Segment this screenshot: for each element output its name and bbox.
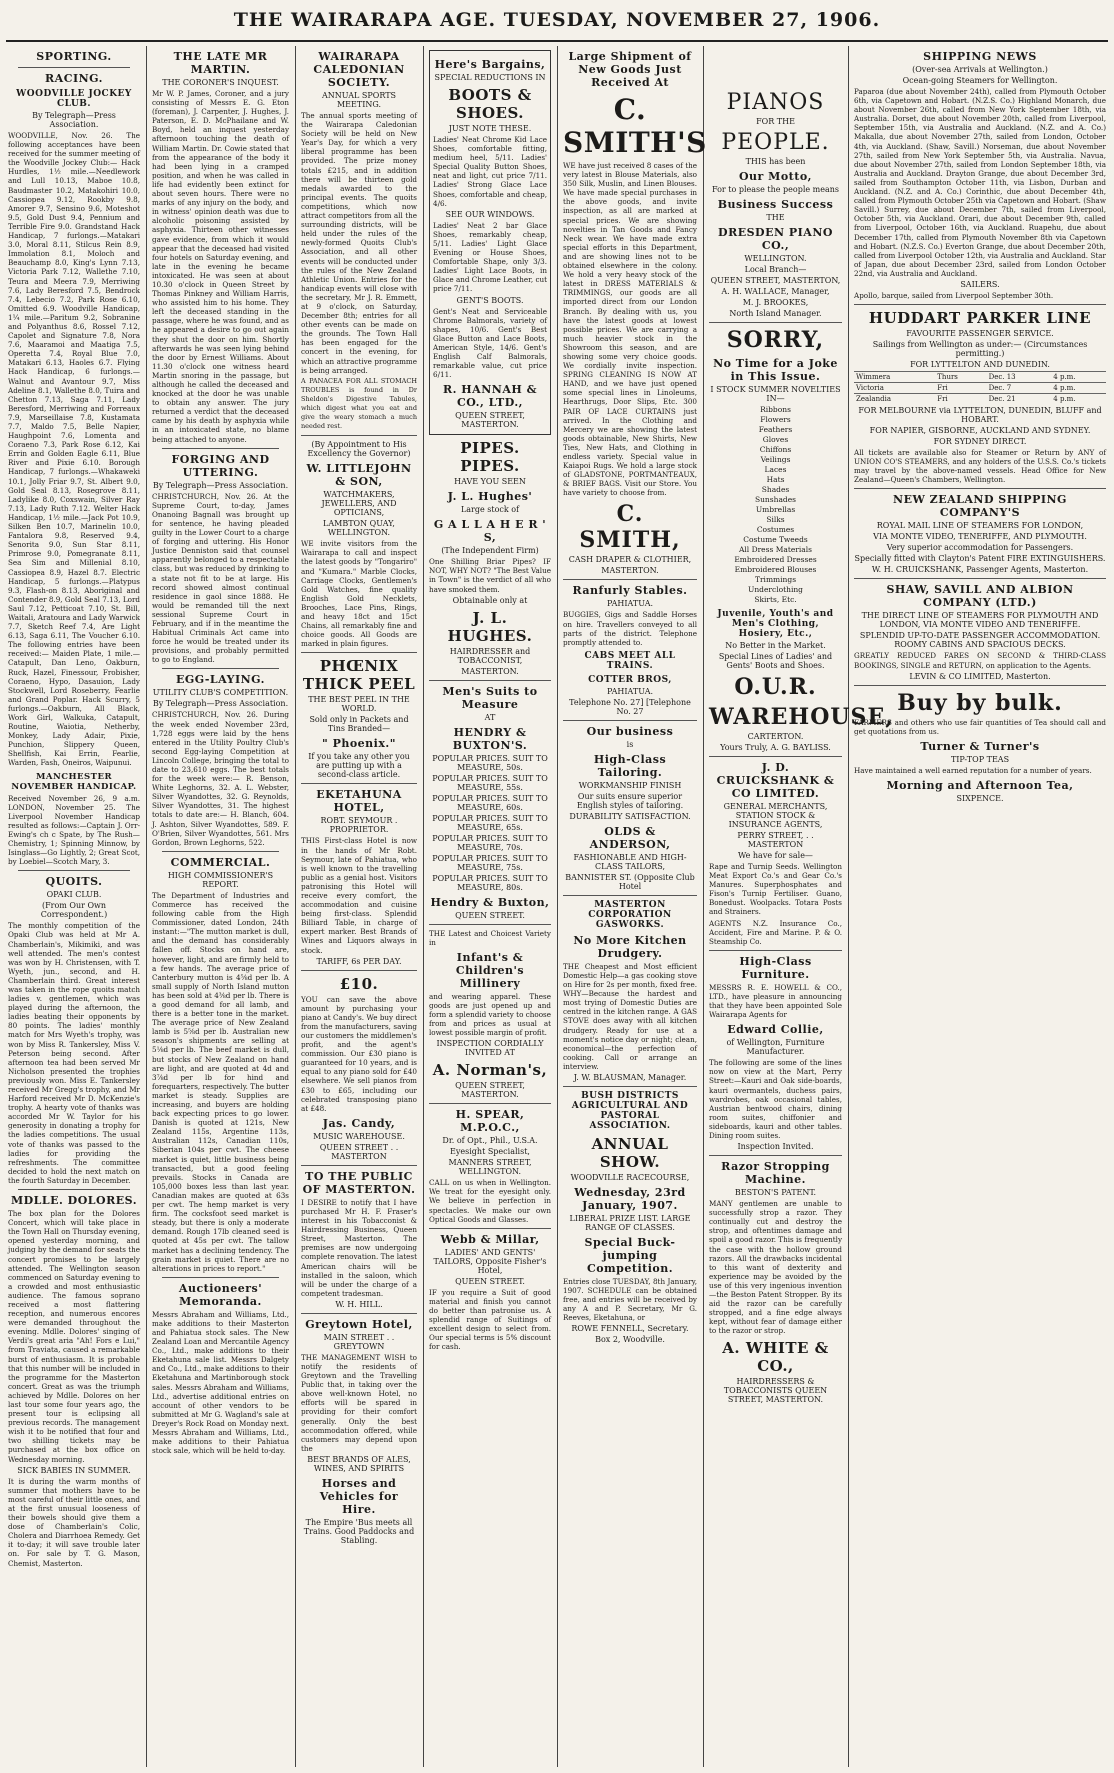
ad-text: LIBERAL PRIZE LIST. LARGE RANGE OF CLASSES. bbox=[569, 1213, 691, 1232]
ad-heading: BOOTS & SHOES. bbox=[448, 86, 532, 122]
ad-heading: Turner & Turner's bbox=[920, 739, 1040, 753]
table-cell: Wimmera bbox=[854, 372, 935, 383]
ad-body: WE have just received 8 cases of the very latest in Blouse Materials, also 350 Silk, Muslin, and Linen Blouses. We have made special purchases in the above goods, and invite inspection, as all are marked at special prices. We are showing novelties in Tan Goods and Fancy Neck wear. We have made extra special efforts in this Department, and are showing lines not to be obtained elsewhere in the colony. We hold a very heavy stock of the latest in DRESS MATERIALS & TRIMMINGS, our goods are all imported direct from our London Branch. By dealing with us, you have the latest goods at lowest possible prices. We are carrying a much heavier stock in the Showroom this season, and are showing some very choice goods. We cordially invite inspection. SPRING CLEANING IS NOW AT HAND, and we have just opened some special lines in Linoleums, Hearthrugs, Door Slips, Etc. 300 PAIR OF LACE CURTAINS just arrived. In the Clothing and Mercery we are showing the latest goods obtainable, New Shirts, New Ties, New Hats, and Clothing in endless variety. Special value in Kaiapoi Rugs. We hold a large stock of GLADSTONE, PORTMANTEAUX, & BRIEF BAGS. Visit our Store. You have variety to choose from. bbox=[563, 161, 697, 498]
novelty-item: Hats bbox=[766, 475, 785, 484]
ad-heading: Greytown Hotel, bbox=[305, 1317, 413, 1331]
ad-body: and wearing apparel. These goods are just opened up and form a splendid variety to choose from and prices as usual at lowest possible margin of profit. bbox=[429, 991, 551, 1038]
byline: By Telegraph—Press Association. bbox=[32, 111, 116, 129]
ad-subheading: SPECIAL REDUCTIONS IN bbox=[434, 73, 546, 82]
article-heading: WOODVILLE JOCKEY CLUB. bbox=[16, 89, 132, 109]
ad-heading: C. SMITH, bbox=[579, 501, 681, 554]
ad-heading: No More Kitchen Drudgery. bbox=[573, 933, 687, 960]
article-body: Paparoa (due about November 24th), called from Plymouth October 6th, via Capetown and Hobart. (N.Z.S. Co.) Highland Monarch, due about November 26th, called from New York September 18th, via Australia. Dorset, due about November 20th, called from Liverpool, September 15th, via Australia and Auckland. (N.Z. and A. Co.) Makalla, due about November 27th, sailed from London, October 4th, via Auckland. (Shaw, Savill.) Norseman, due about November 27th, sailed from New York September 5th, via Australia. Navua, due about November 27th, sailed from London September 18th, via Australia and Auckland. Drayton Grange, due about December 3rd, sailed from Southampton October 11th, via Lisbon, Durban and Auckland. (N.Z. and A. Co.) Corinthic, due about December 4th, called from Plymouth October 25th via Capetown and Hobart. (Shaw Savill.) Surrey, due about December 7th, sailed from Liverpool, October 5th, via Auckland. Orari, due about December 9th, called from Liverpool, October 16th, via Auckland. Ruapehu, due about December 17th, called from Plymouth November 8th via Capetown and Hobart. (N.Z.S. Co.) Everton Grange, due about December 20th, called from Liverpool October 12th, via Australia and Auckland. Star of Japan, due about December 23rd, sailed from London October 22nd, via Australia and Auckland. bbox=[854, 87, 1106, 278]
ad-text: HAVE YOU SEEN bbox=[454, 477, 526, 487]
ad-text: DURABILITY SATISFACTION. bbox=[569, 811, 691, 821]
article-body: Received November 26, 9 a.m. LONDON, November 25. The Liverpool November Handicap resulted as follows:—Captain J. Orr-Ewing's ch c Spate, by The Rush—Chemistry, 1; Spinning Minnow, by Isinglass—Go Lightly, 2; Great Scot, by Loebiel—Scotch Mary, 3. bbox=[8, 793, 140, 867]
byline: By Telegraph—Press Association. bbox=[152, 699, 289, 709]
novelty-item: Chiffons bbox=[759, 445, 792, 454]
ad-heading: High-Class Furniture. bbox=[739, 954, 812, 981]
section-heading: MDLLE. DOLORES. bbox=[10, 1194, 138, 1208]
byline: By Telegraph—Press Association. bbox=[152, 480, 289, 490]
ad-heading: J. L. Hughes' bbox=[447, 490, 533, 504]
masthead: THE WAIRARAPA AGE. TUESDAY, NOVEMBER 27, 1906. bbox=[233, 9, 881, 31]
ad-heading: Hendry & Buxton, bbox=[430, 895, 550, 909]
novelty-item: Underclothing bbox=[748, 585, 803, 594]
ad-body: All tickets are available also for Steamer or Return by ANY of UNION CO'S STEAMERS, and any holders of the U.S.S. Co.'s tickets may travel by the above-named vessels. Head Office for New Zealand—Queen's Chambers, Wellington. bbox=[854, 448, 1106, 485]
novelty-item: Shades bbox=[761, 485, 790, 494]
ad-text: SPLENDID UP-TO-DATE PASSENGER ACCOMMODATION. ROOMY CABINS AND SPACIOUS DECKS. bbox=[859, 631, 1101, 650]
ad-signature: ROWE FENNELL, Secretary. bbox=[571, 1324, 689, 1334]
ad-heading: Wednesday, 23rd January, 1907. bbox=[574, 1185, 686, 1212]
ad-heading: PIANOS bbox=[726, 90, 825, 115]
ad-text: Very superior accommodation for Passengers. bbox=[886, 543, 1074, 553]
route-heading: FOR SYDNEY DIRECT. bbox=[933, 437, 1027, 447]
table-row bbox=[854, 383, 1106, 394]
article-body: It is during the warm months of summer that mothers have to be most careful of their little ones, and at the first unusual looseness of their bowels should give them a dose of Chamberlain's Colic, Cholera and Diarrhoea Remedy. Get it to-day; it will save trouble later on. For sale by T. G. Mason, Chemist, Masterton. bbox=[8, 1476, 140, 1568]
ad-heading: COTTER BROS, bbox=[588, 674, 672, 685]
article-body: A PANACEA FOR ALL STOMACH TROUBLES is found in Dr Sheldon's Digestive Tabules, which digest what you eat and give the weary stomach a much needed rest. bbox=[301, 376, 417, 431]
ad-heading: SORRY, bbox=[726, 327, 825, 353]
table-cell: Dec. 7 bbox=[987, 383, 1052, 394]
ad-body: GREATLY REDUCED FARES ON SECOND & THIRD-CLASS BOOKINGS, SINGLE and RETURN, on application to the Agents. bbox=[854, 651, 1106, 670]
table-row bbox=[854, 394, 1106, 405]
ad-text: THIS has been bbox=[745, 157, 806, 166]
ad-text: Telephone No. 27] [Telephone No. 27 bbox=[569, 697, 691, 716]
ad-text: SEE OUR WINDOWS. bbox=[445, 209, 535, 219]
ad-text: Sold only in Packets and Tins Branded— bbox=[309, 715, 409, 734]
ad-subheading: CASH DRAPER & CLOTHIER, bbox=[568, 555, 692, 565]
ad-subheading: TIP-TOP TEAS bbox=[950, 754, 1010, 764]
section-heading: EGG-LAYING. bbox=[175, 673, 266, 687]
ad-text: If you take any other you are putting up with a second-class article. bbox=[308, 752, 410, 780]
ad-heading: HUDDART PARKER LINE bbox=[868, 309, 1092, 328]
ad-text: (The Independent Firm) bbox=[441, 546, 539, 556]
ad-text: No Better in the Market. bbox=[725, 641, 826, 650]
price-line: POPULAR PRICES. SUIT TO MEASURE, 65s. bbox=[432, 813, 548, 832]
ad-heading: £10. bbox=[339, 974, 379, 993]
ad-heading: MASTERTON CORPORATION GASWORKS. bbox=[588, 899, 672, 930]
column-ads-2 bbox=[559, 46, 707, 1767]
ad-heading: G A L L A H E R ' S, bbox=[433, 518, 547, 545]
ad-heading: J. D. CRUICKSHANK & CO LIMITED. bbox=[716, 761, 835, 800]
novelty-item: Flowers bbox=[760, 415, 791, 424]
column-divider bbox=[423, 46, 424, 1767]
subheading: Ocean-going Steamers for Wellington. bbox=[902, 76, 1058, 85]
article-body: CHRISTCHURCH, Nov. 26. At the Supreme Court, to-day, James Onanoing Bagnall was brought up for sentence, he having pleaded guilty in the Lower Court to a charge of forging and uttering. His Honor Justice Denniston said that counsel apparently belonged to a respectable class, but was reduced by drinking to a state not fit to be at large. His record showed almost continual residence in gaol since 1888. He would be remanded till the next sessional Supreme Court in February, and if in the meantime the Habitual Criminals Act came into force he would be treated under its provisions, and probably permitted to go to England. bbox=[152, 491, 289, 665]
ad-subheading: MUSIC WAREHOUSE. bbox=[313, 1131, 405, 1141]
ad-address: QUEEN STREET. bbox=[455, 910, 525, 920]
ad-subheading: Eyesight Specialist, bbox=[450, 1147, 530, 1157]
ad-heading: Jas. Candy, bbox=[322, 1116, 396, 1130]
novelty-item: Feathers bbox=[758, 425, 793, 434]
ad-text: Obtainable only at bbox=[452, 595, 528, 605]
masthead-rule bbox=[6, 40, 1108, 42]
ad-address: BANNISTER ST. (Opposite Club Hotel bbox=[565, 872, 695, 891]
ad-subheading: VIA MONTE VIDEO, TENERIFFE, AND PLYMOUTH. bbox=[873, 532, 1087, 542]
ad-heading: BUSH DISTRICTS AGRICULTURAL AND PASTORAL ASSOCIATION. bbox=[571, 1090, 689, 1131]
ad-heading: Our Motto, bbox=[738, 170, 813, 183]
ad-body: YOU can save the above amount by purchasing your piano at Candy's. We buy direct from the manufacturers, saving our customers the middlemen's profit, and the agent's commission. Our £30 piano is guaranteed for 10 years, and is equal to any piano sold for £40 elsewhere. We sell pianos from £30 to £65, including our celebrated transposing piano at £48. bbox=[301, 994, 417, 1113]
subheading: OPAKI CLUB. bbox=[46, 890, 102, 900]
novelty-item: Veilings bbox=[760, 455, 791, 464]
ad-text: FOR THE bbox=[756, 117, 795, 126]
ad-address: MANNERS STREET, WELLINGTON. bbox=[448, 1158, 532, 1177]
ad-body: FARMERS and others who use fair quantities of Tea should call and get quotations from us. bbox=[854, 717, 1106, 736]
ad-heading: TO THE PUBLIC OF MASTERTON. bbox=[302, 1169, 416, 1196]
subheading: SAILERS. bbox=[960, 279, 1000, 289]
ad-heading: Horses and Vehicles for Hire. bbox=[319, 1476, 399, 1516]
novelty-item: Costume Tweeds bbox=[743, 535, 808, 544]
route-heading: FOR LYTTELTON AND DUNEDIN. bbox=[910, 360, 1050, 370]
ad-text: We have for sale— bbox=[738, 851, 813, 860]
route-heading: FOR NAPIER, GISBORNE, AUCKLAND AND SYDNEY. bbox=[869, 426, 1091, 436]
ad-subheading: WOODVILLE RACECOURSE, bbox=[570, 1172, 690, 1182]
ad-heading: H. SPEAR, M.P.O.C., bbox=[455, 1108, 525, 1135]
ad-heading: SHAW, SAVILL AND ALBION COMPANY (LTD.) bbox=[886, 583, 1074, 610]
ad-body: Gent's Neat and Serviceable Chrome Balmorals, variety of shapes, 10/6. Gent's Best Glace Button and Lace Boots, American Style, 14/6. Gent's English Calf Balmorals, remarkable value, cut price 6/11. bbox=[433, 306, 547, 380]
ad-address: QUEEN STREET. bbox=[455, 1276, 525, 1286]
ad-heading: No Time for a Joke in This Issue. bbox=[713, 357, 838, 383]
ad-body: IF you require a Suit of good material and finish you cannot do better than patronise us. A splendid range of Suitings of excellent design to select from. Our special terms is 5% discount for cash. bbox=[429, 1287, 551, 1352]
ad-heading: Men's Suits to Measure bbox=[442, 684, 538, 711]
ad-address: QUEEN STREET, MASTERTON. bbox=[455, 1081, 525, 1100]
ad-body: Ladies' Neat 2 bar Glace Shoes, remarkably cheap, 5/11. Ladies' Light Glace Evening or House Shoes, Comfortable Shape, only 3/3. Ladies' Light Lace Boots, in Glace and Chrome Leather, cut price 7/11. bbox=[433, 220, 547, 294]
article-body: The monthly competition of the Opaki Club was held at Mr A. Chamberlain's, Mikimiki, and was well attended. The men's contest was won by H. Christensen, with T. Wyeth, jun., second, and H. Chamberlain third. Great interest was taken in the rope quoits match ladies v. gentlemen, which was played during the afternoon, the ladies beating their opponents by 80 points. The ladies' monthly match for Mrs Wyeth's trophy, was won by Miss R. Tankersley, Miss V. Peterson being second. After afternoon tea had been served Mr Nicholson presented the trophies previously won. Miss E. Tankersley received Mr Gregg's trophy, and Mr Harford received Mr D. McKenzie's trophy. A hearty vote of thanks was accorded Mr W. Taylor for his generosity in donating a trophy for the ladies competitions. The usual vote of thanks was passed to the ladies for providing the refreshments. The committee decided to hold the next match on the fourth Saturday in December. bbox=[8, 921, 140, 1185]
section-heading: COMMERCIAL. bbox=[170, 855, 271, 869]
ad-subheading: of Wellington, Furniture Manufacturer. bbox=[726, 1038, 825, 1057]
table-cell: Dec. 13 bbox=[987, 372, 1052, 383]
ad-text: I STOCK SUMMER NOVELTIES IN— bbox=[710, 385, 841, 403]
sailing-table bbox=[854, 371, 1106, 404]
ad-text: Large stock of bbox=[460, 505, 520, 515]
ad-body: Ladies' Neat Chrome Kid Lace Shoes, comfortable fitting, medium heel, 5/11. Ladies' Special Quality Button Shoes, neat and light, cut price 7/11. Ladies' Strong Glace Lace Shoes, comfortable and cheap, 4/6. bbox=[433, 135, 547, 208]
ad-text: Local Branch— bbox=[744, 265, 807, 274]
table-cell: Thurs bbox=[935, 372, 986, 383]
price-line: POPULAR PRICES. SUIT TO MEASURE, 60s. bbox=[432, 793, 548, 812]
ad-heading: Ranfurly Stables. bbox=[572, 584, 688, 598]
article-body: WOODVILLE, Nov. 26. The following acceptances have been received for the summer meeting of the Woodville Jockey Club:— Hack Hurdles, 1½ mile.—Needlework and Lull 10.13, Maboe 10.8, Baudmaster 10.2, Matakohiri 10.0, Cassiopea 9.12, Rookby 9.8, Amorer 9.7, Sensino 9.6, Moteshot 9.5, Gold Dust 9.4, Pennium and Terrible Fire 9.0. Grandstand Hack Handicap, 7 furlongs.—Matakari 3.0, Moral 8.11, Stilcus Rein 8.9, Immolation 8.1, Moloch and Beauchamp 8.0, King's Lynn 7.13, Victoria Park 7.12, Wallethe 7.10, Teura and Meera 7.9, Merriwing 7.6, Lady Beresford 7.5, Bendrock 7.4, Lebecio 7.2, Park Rose 6.10, Omitted 6.9. Woodville Handicap, 1¼ mile.—Paritum 9.2, Sobranine and Polyanthus 8.6, Rossel 7.12, Capolet and Signature 7.8, Nora 7.6, Maaramoi and Maatiga 7.5, Operetta 7.4, Royal Blue 7.0, Matakari 6.13, Haoles 6.7. Flying Hack Handicap, 6 furlongs.—Walnut and Avantour 9.7, Miss Adeline 8.1, Wallethe 8.0, Tuira and Chetton 7.13, Saga 7.11, Lady Beresford, Merriwing and Forreaux 7.9, Marseillaise 7.8, Kustamata 7.7, Maldo 7.5, Belle Napier, Haughpoint 7.6, Lomenta and Coraeno 7.3, Park Rose 6.12, Kai Errin and Golden Eagle 6.11, Blue River and Pixie 6.10. Borough Handicap, 7 furlongs.—Whakaweki 10.1, Jolly Friar 9.7, St. Albert 9.0, Gold Seal 8.13, Rosegrove 8.11, Ladylike 8.0, Coxswain, Silver Ray 7.13, Lady Ruth 7.12. Welter Hack Handicap, 1½ mile.—Jack Pot 10.9, Silken Ben 10.7, Marinelin 10.0, Fantalora 9.8, Reserved 9.4, Senorita 9.0, Sun Star 8.11, Primrose 9.0, Pomegranate 8.11, Sea Sim and Millenial 8.10, Cassiopea 8.9, Hazel 8.7. Electric Handicap, 5 furlongs.—Platypus 9.3, Flash-on 8.13, Aboriginal and Contender 8.9, Gold Seal 7.13, Lord Saul 7.12, Petticoat 7.10, St. Bill, Waitali, Aratoura and Lady Warwick 7.7, Sketch Reef 7.4, Are Light 6.13, Saga 6.11, The Voucher 6.10. The following entries have been received:— Maiden Plate, 1 mile.—Catapult, Dan Leno, Oakburn, Ruck, Hazel, Finessour, Frobisher, Coraeno, Hypo, Dasauion, Lady Stockwell, Lord Roseberry, Fearlie and Grand Poplar. Hack Scurry, 5 furlongs.—Oakburn, All Black, Work Girl, Walkuka, Catapult, Routine, Waiotia, Netherby, Monkey, Lady Adair, Pixie, Punchion, Slippery Queen, Shellfish, Kai Errin, Fearlie, Warden, Fash, Oneiros, Waipunui. bbox=[8, 131, 140, 768]
column-divider bbox=[146, 46, 147, 1767]
price-line: POPULAR PRICES. SUIT TO MEASURE, 70s. bbox=[432, 833, 548, 852]
ad-subheading: GENERAL MERCHANTS, STATION STOCK & INSURANCE AGENTS, bbox=[723, 802, 828, 829]
table-cell: Fri bbox=[935, 383, 986, 394]
ad-heading: Our business bbox=[586, 724, 674, 738]
ad-body: MESSRS R. E. HOWELL & CO., LTD., have pleasure in announcing that they have been appointed Sole Wairarapa Agents for bbox=[709, 982, 842, 1020]
ad-heading: High-Class Tailoring. bbox=[593, 752, 667, 779]
ad-heading: Buy by bulk. bbox=[897, 689, 1063, 716]
ad-text: North Island Manager. bbox=[729, 309, 822, 318]
price-line: POPULAR PRICES. SUIT TO MEASURE, 55s. bbox=[432, 773, 548, 792]
ad-heading: Razor Stropping Machine. bbox=[721, 1160, 830, 1187]
ad-subheading: Dr. of Opt., Phil., U.S.A. bbox=[442, 1136, 538, 1146]
ad-heading: NEW ZEALAND SHIPPING COMPANY'S bbox=[893, 493, 1067, 520]
ad-text: WORKMANSHIP FINISH bbox=[578, 780, 682, 790]
ad-heading: Business Success bbox=[717, 198, 834, 211]
ad-text: GENT'S BOOTS. bbox=[456, 295, 524, 305]
table-cell: 4 p.m. bbox=[1051, 383, 1106, 394]
ad-subheading: LADIES' AND GENTS' TAILORS, Opposite Fisher's Hotel, bbox=[433, 1247, 547, 1275]
ad-address: PERRY STREET, . . MASTERTON bbox=[737, 831, 814, 849]
ad-text: THE bbox=[766, 213, 785, 222]
ad-heading: C. SMITH'S bbox=[563, 93, 707, 159]
ad-subheading: ROBT. SEYMOUR . PROPRIETOR. bbox=[320, 816, 398, 835]
novelty-item: Trimmings bbox=[754, 575, 797, 584]
ad-heading: EKETAHUNA HOTEL, bbox=[316, 788, 402, 815]
table-cell: Zealandia bbox=[854, 394, 935, 405]
ad-signature: W. H. CRUICKSHANK, Passenger Agents, Masterton. bbox=[871, 565, 1089, 575]
table-cell: Fri bbox=[935, 394, 986, 405]
byline: (From Our Own Correspondent.) bbox=[40, 901, 108, 920]
column-ads-1 bbox=[425, 46, 555, 1767]
ad-text: Our suits ensure superior English styles of tailoring. bbox=[576, 791, 684, 810]
article-body: Messrs Abraham and Williams, Ltd., make additions to their Masterton and Pahiatua stock sales. The New Zealand Loan and Mercantile Agency Co., Ltd., make additions to their Eketahuna sale list. Messrs Dalgety and Co., Ltd., make additions to their Eketahuna and Martinborough stock sales. Messrs Abraham and Williams, Ltd., advertise additional entries on account of other vendors to be submitted at Mr G. Wagland's sale at Dreyer's Rock Road on Monday next. Messrs Abraham and Williams, Ltd., make additions to their Pahiatua stock sale, which will be held to-day. bbox=[152, 1309, 289, 1456]
ad-note: (By Appointment to His Excellency the Governor) bbox=[307, 440, 411, 459]
ad-heading: W. LITTLEJOHN & SON, bbox=[306, 462, 412, 489]
ad-text: INSPECTION CORDIALLY INVITED AT bbox=[436, 1039, 544, 1058]
ad-heading: R. HANNAH & CO., LTD., bbox=[442, 383, 538, 410]
article-body: The box plan for the Dolores Concert, which will take place in the Town Hall on Thursday evening, opened yesterday morning, and judging by the demand for seats the concert promises to be largely attended. The Wellington season commenced on Saturday evening to a crowded and most enthusiastic audience. The famous soprano received a most flattering reception, and numerous encores were demanded throughout the evening. Mdlle. Dolores' singing of Verdi's great aria "Ah! Fors e Lui," from Traviata, caused a remarkable burst of enthusiasm. It is probable that this number will be included in the programme for the Masterton concert. Great as was the triumph achieved by Mdlle. Dolores on her last tour some four years ago, the present tour is eclipsing all previous records. The management wish it to be notified that four and two shilling tickets may be purchased at the box office on Wednesday morning. bbox=[8, 1209, 140, 1464]
ad-text: TARIFF, 6s PER DAY. bbox=[316, 956, 402, 966]
column-divider bbox=[848, 46, 849, 1767]
ad-subheading: THE DIRECT LINE OF STEAMERS FOR PLYMOUTH AND LONDON, VIA MONTE VIDEO AND TENERIFFE. bbox=[861, 611, 1099, 630]
ad-text: Sailings from Wellington as under:— (Circumstances permitting.) bbox=[872, 340, 1088, 359]
column-caledonian bbox=[297, 46, 421, 1767]
ad-heading: O.U.R. bbox=[734, 674, 817, 700]
article-body: The annual sports meeting of the Wairarapa Caledonian Society will be held on New Year's Day, for which a very liberal programme has been provided. The prize money totals £215, and in addition there will be thirteen gold medals awarded to the principal events. The quoits competitions, which now attract competitors from all the surrounding districts, will be held under the rules of the newly-formed Quoits Club's Association, and all other events will be conducted under the rules of the New Zealand Athletic Union. Entries for the handicap events will close with the secretary, Mr J. R. Emmett, at 9 o'clock, on Saturday, December 8th; entries for all other events can be made on the grounds. The Town Hall has been engaged for the concert in the evening, for which an attractive programme is being arranged. bbox=[301, 111, 417, 375]
ad-address: QUEEN STREET . . MASTERTON bbox=[319, 1142, 399, 1161]
ad-signature: Yours Truly, A. G. BAYLISS. bbox=[720, 743, 831, 752]
subheading: ANNUAL SPORTS MEETING. bbox=[321, 91, 397, 109]
ad-body: Rape and Turnip Seeds. Wellington Meat Export Co.'s and Gear Co.'s Manures. Superphosphates and Fison's Turnip Fertiliser. Guano, Bonedust. Woolpacks. Totara Posts and Strainers. bbox=[709, 862, 842, 917]
ad-text: Box 2, Woodville. bbox=[595, 1335, 665, 1345]
novelty-item: Embroidered Blouses bbox=[734, 565, 817, 574]
section-heading: QUOITS. bbox=[45, 875, 103, 889]
subheading: (Over-sea Arrivals at Wellington.) bbox=[912, 65, 1048, 74]
ad-signature: W. H. HILL. bbox=[335, 1299, 383, 1309]
ad-text: is bbox=[626, 739, 634, 749]
route-heading: FOR MELBOURNE via LYTTELTON, DUNEDIN, BLUFF and HOBART. bbox=[858, 406, 1102, 425]
novelty-item: Ribbons bbox=[760, 405, 791, 414]
subheading: THE CORONER'S INQUEST. bbox=[162, 78, 279, 87]
ad-text: Special Lines of Ladies' and Gents' Boots and Shoes. bbox=[718, 652, 833, 670]
column-news bbox=[148, 46, 293, 1767]
ad-heading: PHŒNIX THICK PEEL bbox=[302, 657, 416, 694]
ad-subheading: WELLINGTON. bbox=[744, 254, 807, 263]
ad-subheading: BESTON'S PATENT. bbox=[734, 1188, 817, 1198]
ad-signature: LEVIN & CO LIMITED, Masterton. bbox=[909, 671, 1051, 681]
novelty-item: Skirts, Etc. bbox=[754, 595, 797, 604]
novelty-item: Laces bbox=[764, 465, 787, 474]
ad-address: QUEEN STREET, MASTERTON. bbox=[455, 411, 525, 430]
subheading: RACING. bbox=[45, 72, 103, 85]
ad-heading: WAREHOUSE, bbox=[709, 704, 894, 730]
ad-heading: CABS MEET ALL TRAINS. bbox=[584, 650, 676, 671]
novelty-item: Gloves bbox=[762, 435, 789, 444]
ad-subheading: FAVOURITE PASSENGER SERVICE. bbox=[906, 329, 1054, 339]
novelties-list bbox=[709, 405, 842, 605]
ad-heading: Here's Bargains, bbox=[434, 58, 546, 71]
ad-text: The Empire 'Bus meets all Trains. Good Paddocks and Stabling. bbox=[303, 1517, 415, 1545]
price-line: POPULAR PRICES. SUIT TO MEASURE, 80s. bbox=[432, 873, 548, 892]
ad-subheading: PAHIATUA. bbox=[606, 599, 654, 609]
price-line: POPULAR PRICES. SUIT TO MEASURE, 75s. bbox=[432, 853, 548, 872]
price-line: POPULAR PRICES. SUIT TO MEASURE, 50s. bbox=[432, 753, 548, 772]
ad-text: BEST BRANDS OF ALES, WINES, AND SPIRITS bbox=[307, 1454, 411, 1473]
ad-subheading: WATCHMAKERS, JEWELLERS, AND OPTICIANS, bbox=[321, 490, 397, 518]
ad-body: THIS First-class Hotel is now in the hands of Mr Robt. Seymour, late of Pahiatua, who is well known to the travelling public as a genial host. Visitors patronising this Hotel will receive every comfort, the accommodation and cuisine being first-class. Splendid Billiard Table, in charge of expert marker. Best Brands of Wines and Liquors always in stock. bbox=[301, 836, 417, 955]
section-heading: Auctioneers' Memoranda. bbox=[178, 1281, 263, 1308]
article-body: CHRISTCHURCH, Nov. 26. During the week ended November 23rd, 1,728 eggs were laid by the hens entered in the Utility Poultry Club's second Egg-laying Competition at Lincoln College, bringing the total to date to 23,610 eggs. The best totals for the week were:— R. Benson, White Leghorns, 32. A. L. Webster, Silver Wyandottes, 32. G. Reynolds, Silver Wyandottes, 31. The highest totals to date are:— H. Blanch, 604. J. Ashton, Silver Wyandottes, 589. F. O'Brien, Silver Wyandottes, 561. Mrs Gordon, Brown Leghorns, 522. bbox=[152, 710, 289, 847]
ad-address: QUEEN STREET, MASTERTON, bbox=[710, 276, 841, 285]
ad-text: Inspection Invited. bbox=[737, 1142, 814, 1152]
ad-body: BUGGIES, Gigs and Saddle Horses on hire. Travellers conveyed to all parts of the district. Telephone promptly attended to. bbox=[563, 610, 697, 647]
table-cell: Dec. 21 bbox=[987, 394, 1052, 405]
ad-signature: A. H. WALLACE, Manager, bbox=[721, 287, 830, 296]
ad-heading: Juvenile, Youth's and Men's Clothing, Hosiery, Etc., bbox=[717, 609, 834, 639]
article-body: The Department of Industries and Commerce has received the following cable from the High Commissioner, dated London, 24th instant:—"The mutton market is dull, and the demand has considerably fallen off. Stocks on hand are, however, light, and are firmly held to a few hands. The average price of Canterbury mutton is 4⅝d per lb. A small supply of North Island mutton has been sold at 4⅜d per lb. There is a good demand for all lamb, and there is a better tone in the market. The average price of New Zealand lamb is 5⅝d per lb. Australian new season's shipments are selling at 5⅛d per lb. The beef market is dull, but stocks of New Zealand on hand are light, and are quoted at 4d and 3⅞d per lb for hind and forequarters, respectively. The butter market is steady. Supplies are increasing, and buyers are holding back expecting prices to go lower. Danish is quoted at 121s, New Zealand 115s, Argentine 113s, Australian 112s, Canadian 110s, Siberian 104s per cwt. The cheese market is quiet, little business being transacted, but a good feeling prevails. Stocks in Canada are 105,000 boxes less than last year. Canadian makes are quoted at 63s per cwt. The hemp market is very firm. The cocksfoot seed market is steady, but there is only a moderate demand. Rough 17lb cleaned seed is quoted at 45s per cwt. The tallow market has a declining tendency. The grain market is quiet. There are no alterations in prices to report." bbox=[152, 890, 289, 1273]
ad-heading: Infant's & Children's Millinery bbox=[455, 950, 525, 990]
novelty-item: Silks bbox=[766, 515, 785, 524]
section-heading: SPORTING. bbox=[36, 50, 112, 63]
ad-signature: M. J. BROOKES, bbox=[742, 298, 809, 307]
ad-heading: Special Buck-jumping Competition. bbox=[584, 1235, 676, 1275]
ad-heading: Large Shipment of New Goods Just Received At bbox=[568, 50, 692, 89]
ad-text: For to please the people means bbox=[711, 185, 840, 194]
ad-body: THE MANAGEMENT WISH to notify the residents of Greytown and the Travelling Public that, in taking over the above well-known Hotel, no efforts will be spared in providing for their comfort generally. Only the best accommodation offered, while customers may depend upon the bbox=[301, 1352, 417, 1453]
ad-heading: J. L. HUGHES. bbox=[447, 608, 533, 645]
ad-subheading: PAHIATUA. bbox=[606, 686, 654, 696]
ad-body: Have maintained a well earned reputation for a number of years. bbox=[854, 765, 1092, 775]
ad-subheading: ROYAL MAIL LINE OF STEAMERS FOR LONDON, bbox=[876, 521, 1084, 531]
ad-body: WE invite visitors from the Wairarapa to call and inspect the latest goods by "Tongariro" and "Kumara." Marble Clocks, Carriage Clocks, Gentlemen's Gold Watches, fine quality English Gold Necklets, Brooches, Lace Pins, Rings, and heavy 18ct and 15ct Chains, all remarkably fine and choice goods. All Goods are marked in plain figures. bbox=[301, 539, 417, 649]
ad-heading: Edward Collie, bbox=[727, 1023, 824, 1037]
ad-address: MASTERTON. bbox=[601, 566, 659, 576]
ad-text: Specially fitted with Clayton's Patent FIRE EXTINGUISHERS. bbox=[854, 554, 1106, 564]
ad-subheading: FASHIONABLE AND HIGH-CLASS TAILORS, bbox=[573, 852, 687, 871]
section-heading: WAIRARAPA CALEDONIAN SOCIETY. bbox=[313, 50, 405, 89]
ad-heading: Morning and Afternoon Tea, bbox=[886, 778, 1074, 792]
article-body: Apollo, barque, sailed from Liverpool September 30th. bbox=[854, 290, 1054, 300]
column-divider bbox=[557, 46, 558, 1767]
ad-subheading: MAIN STREET . . GREYTOWN bbox=[323, 1332, 395, 1351]
ad-body: THE Latest and Choicest Variety in bbox=[429, 928, 551, 947]
price-list bbox=[429, 754, 551, 892]
article-body: Mr W. P. James, Coroner, and a jury consisting of Messrs E. G. Eton (foreman), J. Carpenter, J. Hughes, J. Paterson, E. D. McPhailane and W. Boyd, held an inquest yesterday afternoon touching the death of William Martin. Dr. Cowie stated that from the appearance of the body it had been lying in a cramped position, and when he was called in life had evidently been extinct for about seven hours. There were no marks of any injury on the body, and in witness' opinion death was due to alcoholic poisoning assisted by asphyxia. Thirteen other witnesses gave evidence, from which it would appear that the deceased had visited four hotels on Saturday evening, and late in the evening he became intoxicated. He was seen at about 10.30 o'clock in Queen Street by Thomas Pinkney and William Harris, who assisted him to his home. They left the deceased standing in the passage, where he was found, and as he appeared a desire to go out again they shut the door on him. Shortly afterwards he was seen lying behind the door by Ernest Williams. About 11.30 o'clock one witness heard Martin snoring in the passage, but although he called the deceased and knocked at the door he was unable to obtain any answer. The jury returned a verdict that the deceased came by his death by asphyxia while in an intoxicated state, no blame being attached to anyone. bbox=[152, 89, 289, 444]
section-heading: FORGING AND UTTERING. bbox=[171, 452, 270, 479]
ad-body: CALL on us when in Wellington. We treat for the eyesight only. We believe in perfection in spectacles. We make our own Optical Goods and Glasses. bbox=[429, 1178, 551, 1224]
ad-signature: J. W. BLAUSMAN, Manager. bbox=[573, 1072, 687, 1082]
ad-heading: OLDS & ANDERSON, bbox=[589, 824, 671, 851]
table-row bbox=[854, 372, 1106, 383]
ad-address: CARTERTON. bbox=[747, 732, 804, 741]
ad-subheading: THE BEST PEEL IN THE WORLD. bbox=[308, 695, 410, 714]
column-divider bbox=[295, 46, 296, 1767]
ad-heading: HENDRY & BUXTON'S. bbox=[452, 725, 528, 752]
subheading: UTILITY CLUB'S COMPETITION. bbox=[152, 688, 289, 698]
ad-text: AT bbox=[484, 712, 496, 722]
ad-address: HAIRDRESSERS & TOBACCONISTS QUEEN STREET, MASTERTON. bbox=[723, 1377, 828, 1405]
column-sporting bbox=[4, 46, 144, 1767]
ad-body: AGENTS N.Z. Insurance Co., Accident, Fire and Marine. P. & O. Steamship Co. bbox=[709, 918, 842, 946]
ad-body: Entries close TUESDAY, 8th January, 1907. SCHEDULE can be obtained free, and entries will be received by any A and P. Secretary, Mr G. Reeves, Eketahuna, or bbox=[563, 1276, 697, 1323]
table-cell: 4 p.m. bbox=[1051, 372, 1106, 383]
ad-heading: A. WHITE & CO., bbox=[722, 1339, 829, 1376]
ad-address: MASTERTON. bbox=[461, 666, 519, 676]
ad-body: MANY gentlemen are unable to successfully strop a razor. They continually cut and destroy the strop, and oftentimes damage and spoil a good razor. This is frequently the case with the hollow ground razors. All the drawbacks incidental to this want of dexterity and experience may be avoided by the use of this very ingenious invention—the Beston Patent Stropper. By its aid the razor can be carefully stropped, and a fine edge always kept, without fear of damage either to the razor or strop. bbox=[709, 1199, 842, 1336]
ad-body: The following are some of the lines now on view at the Mart, Perry Street:—Kauri and Oak side-boards, kauri overmantels, duchess pairs, wardrobes, oak occasional tables, Austrian bentwood chairs, dining room suites, chiffonier and sideboards, kauri and other tables. Dining room suites. bbox=[709, 1058, 842, 1140]
table-cell: Victoria bbox=[854, 383, 935, 394]
novelty-item: Costumes bbox=[756, 525, 795, 534]
ad-brand: " Phoenix." bbox=[322, 737, 396, 751]
ad-heading: DRESDEN PIANO CO., bbox=[718, 226, 833, 252]
ad-address: LAMBTON QUAY, WELLINGTON. bbox=[323, 519, 395, 538]
ad-text: SIXPENCE. bbox=[956, 793, 1004, 803]
ad-heading: PEOPLE. bbox=[721, 130, 830, 155]
column-divider bbox=[703, 46, 704, 1767]
novelty-item: Sunshades bbox=[754, 495, 797, 504]
ad-body: One Shilling Briar Pipes? IF NOT, WHY NOT? "The Best Value in Town" is the verdict of all who have smoked them. bbox=[429, 557, 551, 594]
ad-heading: ANNUAL SHOW. bbox=[591, 1134, 669, 1171]
section-heading: THE LATE MR MARTIN. bbox=[173, 50, 268, 76]
ad-subheading: HAIRDRESSER and TOBACCONIST, bbox=[449, 646, 531, 665]
subheading: HIGH COMMISSIONER'S REPORT. bbox=[167, 870, 274, 889]
article-heading: MANCHESTER NOVEMBER HANDICAP. bbox=[11, 771, 137, 792]
table-cell: 4 p.m. bbox=[1051, 394, 1106, 405]
novelty-item: All Dress Materials bbox=[738, 545, 813, 554]
ad-heading: A. Norman's, bbox=[432, 1061, 548, 1080]
novelty-item: Umbrellas bbox=[755, 505, 796, 514]
section-heading: SHIPPING NEWS bbox=[923, 50, 1037, 63]
ad-text: JUST NOTE THESE. bbox=[448, 124, 532, 133]
novelty-item: Embroidered Dresses bbox=[734, 555, 817, 564]
ad-body: I DESIRE to notify that I have purchased Mr H. F. Fraser's interest in his Tobacconist & Hairdressing Business, Queen Street, Masterton. The premises are now undergoing complete renovation. The latest American chairs will be installed in the saloon, which will be under the charge of a competent tradesman. bbox=[301, 1197, 417, 1298]
column-shipping bbox=[850, 46, 1110, 1767]
ad-hannah bbox=[429, 50, 551, 435]
subheading: SICK BABIES IN SUMMER. bbox=[17, 1465, 131, 1475]
ad-heading: Webb & Millar, bbox=[440, 1232, 540, 1246]
ad-body: THE Cheapest and Most efficient Domestic Help—a gas cooking stove on Hire for 2s per month, fixed free. WHY—Because the hardest and most trying of Domestic Duties are centred in the kitchen range. A GAS STOVE does away with all kitchen drudgery. Ready for use at a moment's notice day or night; clean, economical—the perfection of cooking. Call or arrange an interview. bbox=[563, 961, 697, 1071]
ad-heading: PIPES. PIPES. bbox=[460, 439, 520, 476]
